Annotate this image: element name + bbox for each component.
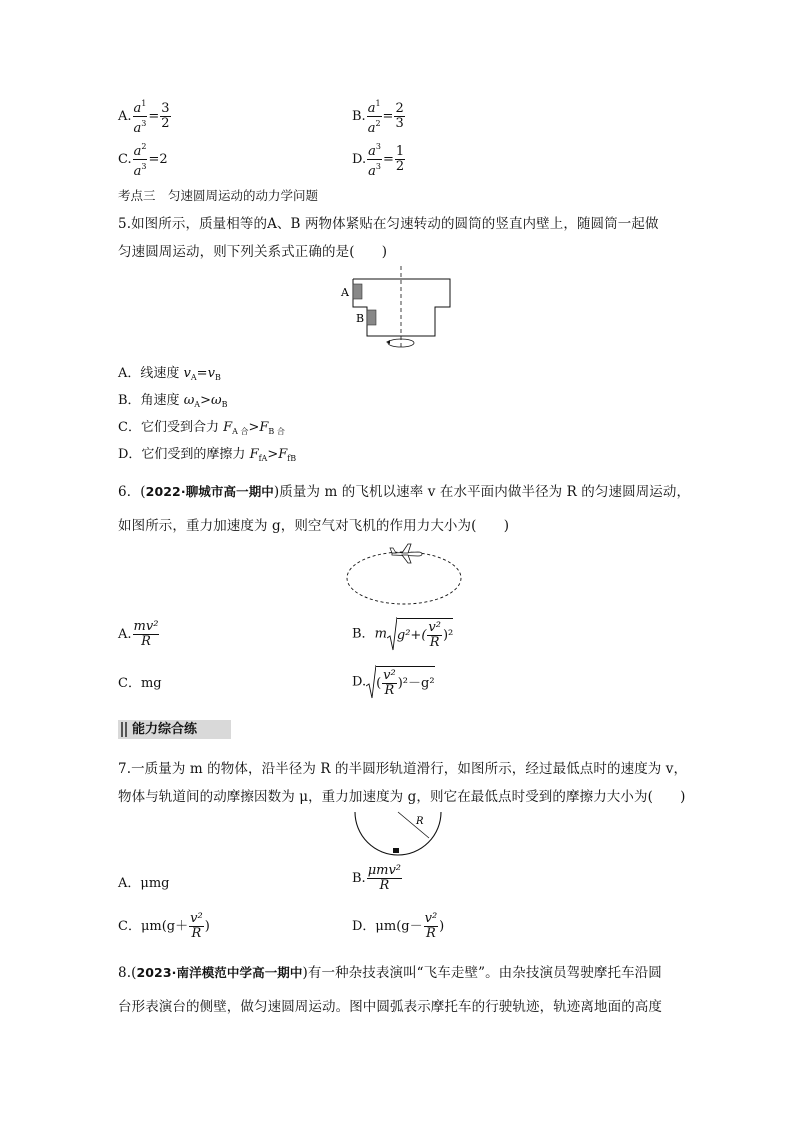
q7-line2: 物体与轨道间的动摩擦因数为 μ，重力加速度为 g，则它在最低点时受到的摩擦力大小为( ) <box>118 789 686 805</box>
q7-option-b: B. $\frac{\text{μmv²}}{R}$ <box>352 863 402 893</box>
q5-option-b: B．角速度 $\omega_A>\omega_B$ <box>118 393 228 409</box>
cylinder-outline <box>353 279 450 336</box>
q6-line2: 如图所示，重力加速度为 g，则空气对飞机的作用力大小为( ) <box>118 518 510 534</box>
airplane-icon <box>390 544 422 563</box>
q5-line2: 匀速圆周运动，则下列关系式正确的是( ) <box>118 244 388 260</box>
q5-option-a: A．线速度 $v_A=v_B$ <box>118 366 221 382</box>
q6-line1: 6．(2022·聊城市高一期中)质量为 m 的飞机以速率 v 在水平面内做半径为 R 的匀速圆周运动， <box>118 484 691 500</box>
q6-option-d: D. ( $\frac{\text{v²}}{R}$ )²－g² <box>352 664 435 700</box>
q8-line2: 台形表演台的侧壁，做匀速圆周运动。图中圆弧表示摩托车的行驶轨迹，轨迹离地面的高度 <box>118 999 662 1015</box>
q5-cylinder-diagram <box>340 264 460 352</box>
kaodian-heading: 考点三 匀速圆周运动的动力学问题 <box>118 188 319 203</box>
label-r: R <box>416 816 424 827</box>
q7-line1: 7.一质量为 m 的物体，沿半径为 R 的半圆形轨道滑行，如图所示，经过最低点时的速度为 v， <box>118 761 688 777</box>
block-b <box>367 310 376 325</box>
q7-semicircle-diagram <box>350 808 446 858</box>
q4-option-c: C. $\frac{a^2}{a^3}$ =2 <box>118 142 168 179</box>
q5-line1: 5.如图所示，质量相等的A、B 两物体紧贴在匀速转动的圆筒的竖直内壁上，随圆筒一起做 <box>118 216 659 232</box>
q6-source: 2022·聊城市高一期中 <box>145 484 274 499</box>
q7-option-a: A．μmg <box>118 876 170 891</box>
label-b: B <box>356 312 365 325</box>
q4-option-d: D. $\frac{a^3}{a^3}$ = $\frac{1}{2}$ <box>352 142 405 179</box>
radius-line <box>398 812 429 838</box>
q7-option-c: C．μm(g＋ $\frac{\text{v²}}{R}$ ) <box>118 911 210 941</box>
q8-source: 2023·南洋模范中学高一期中 <box>136 965 303 980</box>
q6-airplane-diagram <box>342 538 466 608</box>
q4-option-b: B. $\frac{a^1}{a^2}$ = $\frac{2}{3}$ <box>352 99 404 136</box>
q7-option-d: D．μm(g－ $\frac{\text{v²}}{R}$ ) <box>352 911 445 941</box>
q4-option-a: A. $\frac{a^1}{a^3}$ = $\frac{3}{2}$ <box>118 99 170 136</box>
q5-option-d: D．它们受到的摩擦力 $F_{fA}>F_{fB}$ <box>118 447 297 463</box>
q6-option-a: A. $\frac{\text{mv²}}{R}$ <box>118 619 159 649</box>
q8-line1: 8.(2023·南洋模范中学高一期中)有一种杂技表演叫“飞车走壁”。由杂技演员驾驶摩托车沿圆 <box>118 965 662 981</box>
section-heading: 能力综合练 <box>118 720 231 739</box>
q6-option-c: C．mg <box>118 676 162 691</box>
flight-path <box>347 552 461 604</box>
label-a: A <box>341 286 349 299</box>
q5-option-c: C．它们受到合力 $F_{A 合}>F_{B 合}$ <box>118 420 285 436</box>
q6-option-b: B．m g²+( $\frac{\text{v²}}{R}$ )² <box>352 616 453 652</box>
block-a <box>353 284 362 299</box>
sliding-block <box>393 848 399 853</box>
